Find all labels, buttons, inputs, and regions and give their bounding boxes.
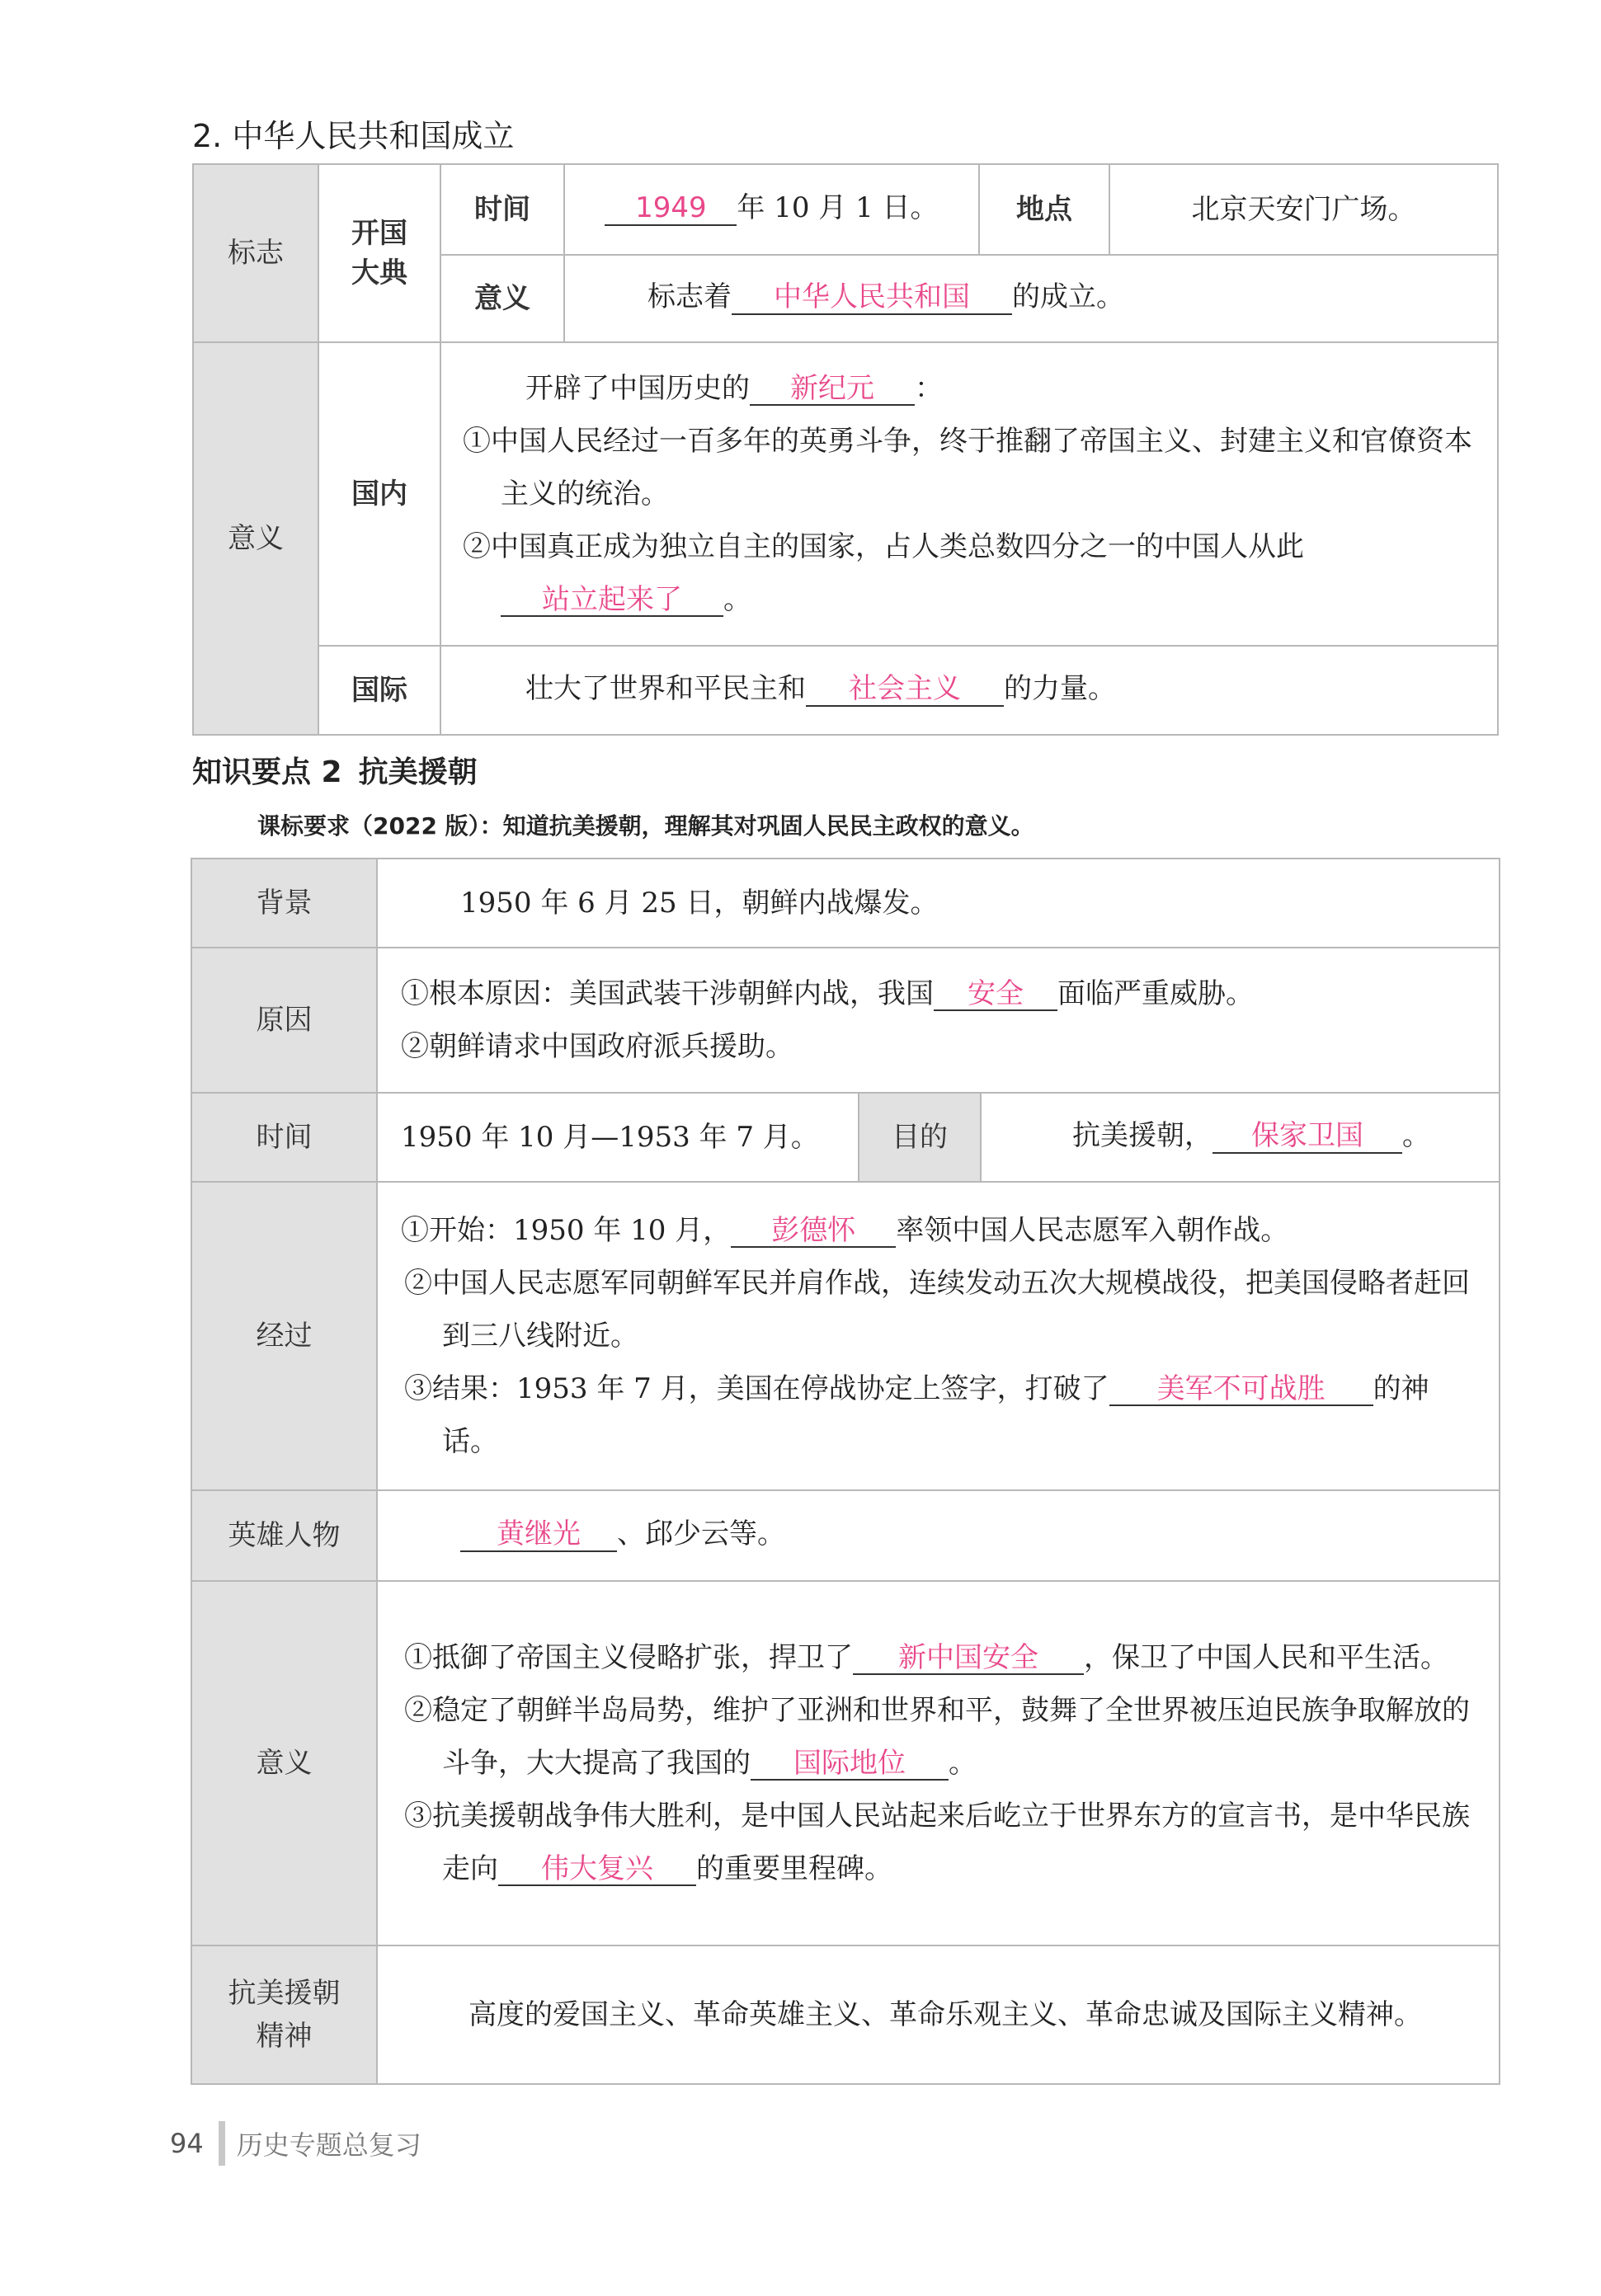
answer-blank: 美军不可战胜	[1109, 1374, 1373, 1406]
label-yiyi: 意义	[193, 342, 318, 735]
answer-blank: 站立起来了	[501, 585, 723, 617]
book-title: 历史专题总复习	[236, 2129, 421, 2161]
answer-blank: 保家卫国	[1213, 1121, 1402, 1153]
page-footer	[170, 2121, 421, 2166]
time-cell: 1949 年 10 月 1 日。	[564, 164, 979, 255]
label-spirit: 抗美援朝 精神	[191, 1945, 377, 2084]
label-place: 地点	[979, 164, 1109, 255]
korean-war-table	[191, 858, 1500, 2085]
label-kaiguo-dadian: 开国 大典	[318, 164, 440, 342]
footer-divider	[219, 2121, 225, 2166]
background-cell: 1950 年 6 月 25 日，朝鲜内战爆发。	[377, 859, 1500, 948]
meaning-cell: 标志着 中华人民共和国 的成立。	[564, 255, 1498, 342]
page-number: 94	[170, 2128, 204, 2159]
curriculum-requirement: 课标要求（2022 版）：知道抗美援朝，理解其对巩固人民民主政权的意义。	[257, 812, 1034, 840]
time-cell: 1950 年 10 月—1953 年 7 月。	[377, 1093, 859, 1182]
answer-blank: 中华人民共和国	[732, 282, 1012, 314]
answer-blank: 安全	[934, 979, 1057, 1011]
knowledge-point-title: 知识要点 2 抗美援朝	[192, 755, 478, 789]
spirit-cell: 高度的爱国主义、革命英雄主义、革命乐观主义、革命忠诚及国际主义精神。	[377, 1945, 1500, 2084]
answer-blank: 新纪元	[750, 374, 915, 406]
label-guoji: 国际	[318, 646, 440, 735]
founding-table	[192, 163, 1499, 736]
label-biaozhi: 标志	[193, 164, 318, 342]
answer-blank: 伟大复兴	[498, 1854, 696, 1886]
label-meaning: 意义	[440, 255, 564, 342]
guoji-cell: 壮大了世界和平民主和 社会主义 的力量。	[440, 646, 1498, 735]
label-guonei: 国内	[318, 342, 440, 646]
significance-cell: ①抵御了帝国主义侵略扩张，捍卫了 新中国安全 ，保卫了中国人民和平生活。 ②稳定了朝鲜半岛局势，维护了亚洲和世界和平，鼓舞了全世界被压迫民族争取解放的斗争，大大提高了我国的 国际地位 。 ③抗美援朝战争伟大胜利，是中国人民站起来后屹立于世界东方的宣言书，是中华民族走向 伟大复兴 的重要里程碑。	[377, 1581, 1500, 1945]
label-cause: 原因	[191, 948, 377, 1093]
answer-blank: 国际地位	[751, 1748, 949, 1781]
label-process: 经过	[191, 1182, 377, 1490]
process-cell: ①开始：1950 年 10 月， 彭德怀 率领中国人民志愿军入朝作战。 ②中国人民志愿军同朝鲜军民并肩作战，连续发动五次大规模战役，把美国侵略者赶回到三八线附近。 ③结果：1953 年 7 月，美国在停战协定上签字，打破了 美军不可战胜 的神话。	[377, 1182, 1500, 1490]
label-purpose: 目的	[859, 1093, 981, 1182]
cause-cell: ①根本原因：美国武装干涉朝鲜内战，我国 安全 面临严重威胁。 ②朝鲜请求中国政府派兵援助。	[377, 948, 1500, 1093]
hero-cell: 黄继光 、邱少云等。	[377, 1490, 1500, 1581]
label-time: 时间	[191, 1093, 377, 1182]
label-hero: 英雄人物	[191, 1490, 377, 1581]
answer-blank: 新中国安全	[853, 1643, 1084, 1675]
answer-blank: 黄继光	[460, 1519, 617, 1551]
label-significance: 意义	[191, 1581, 377, 1945]
guonei-cell: 开辟了中国历史的 新纪元 ： ①中国人民经过一百多年的英勇斗争，终于推翻了帝国主义、封建主义和官僚资本主义的统治。 ②中国真正成为独立自主的国家，占人类总数四分之一的中国人从此站立起来了 。	[440, 342, 1498, 646]
answer-blank: 社会主义	[806, 674, 1004, 706]
label-time: 时间	[440, 164, 564, 255]
label-background: 背景	[191, 859, 377, 948]
purpose-cell: 抗美援朝， 保家卫国 。	[981, 1093, 1500, 1182]
place-cell: 北京天安门广场。	[1109, 164, 1498, 255]
answer-blank: 彭德怀	[731, 1216, 896, 1248]
section-title: 2. 中华人民共和国成立	[192, 118, 515, 154]
answer-blank: 1949	[605, 193, 737, 225]
